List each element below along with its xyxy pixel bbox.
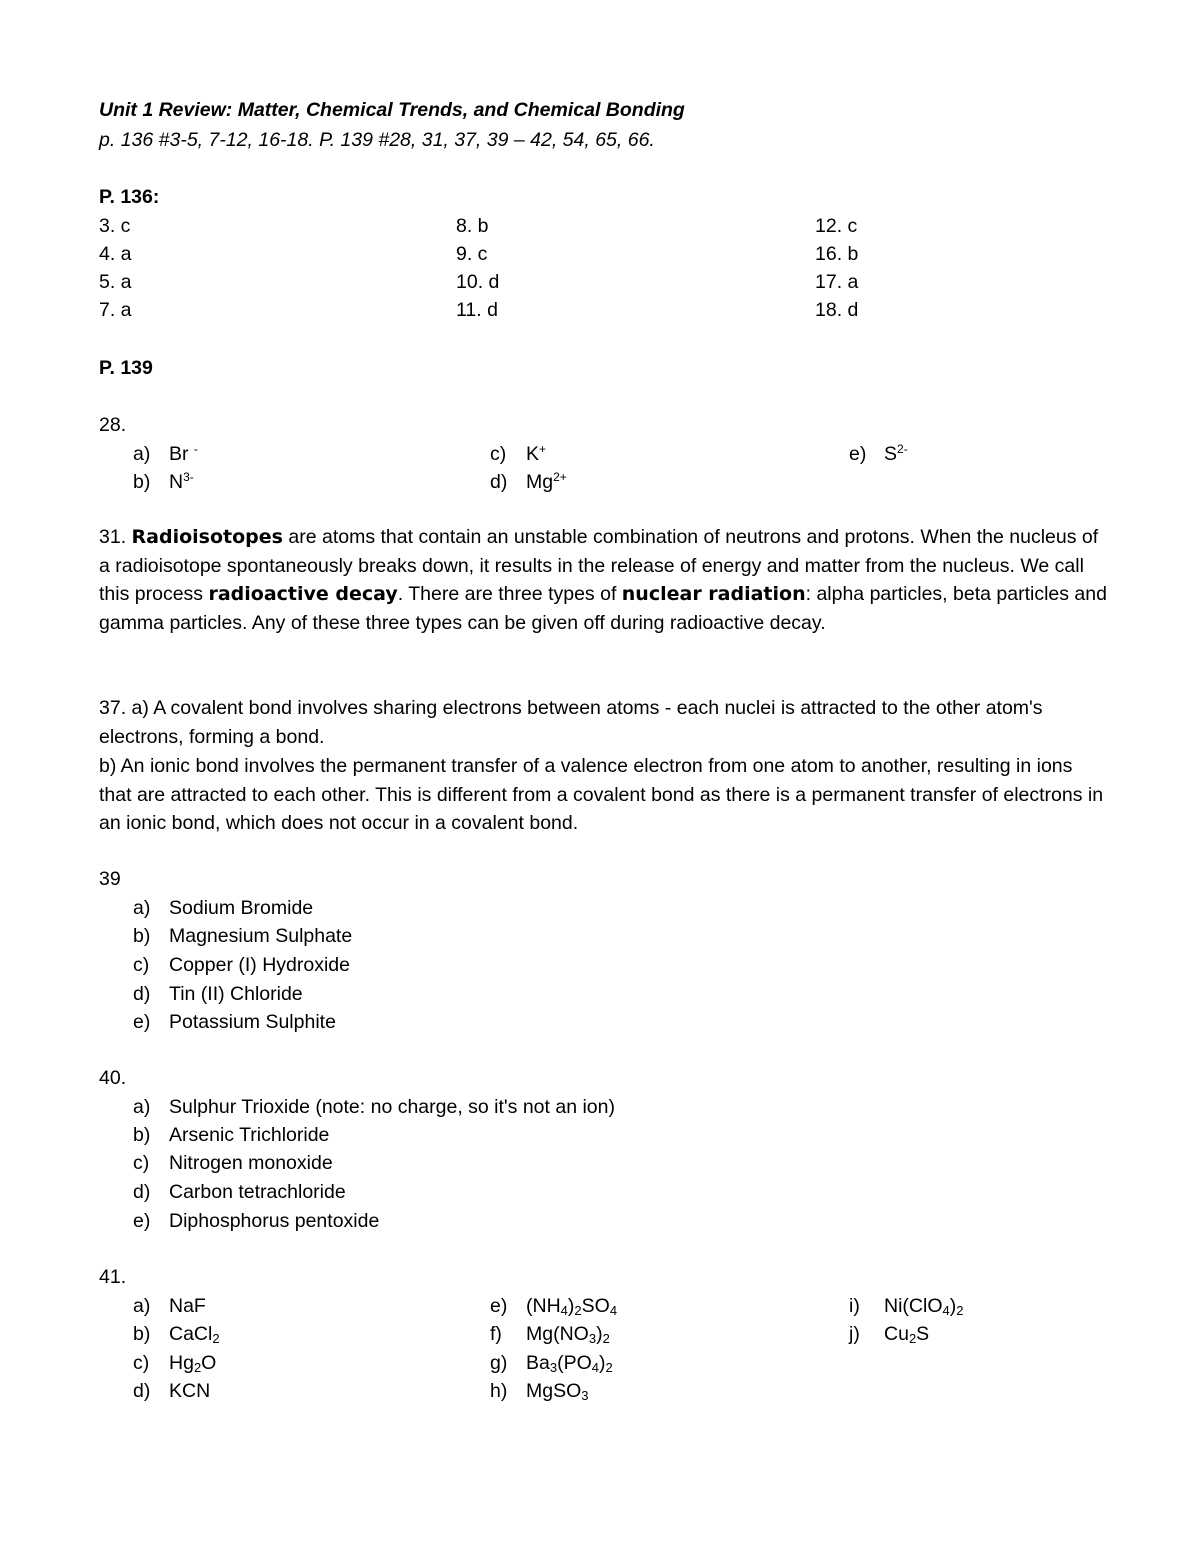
assigned-questions: p. 136 #3-5, 7-12, 16-18. P. 139 #28, 31, 37, 39 – 42, 54, 65, 66. (99, 129, 655, 151)
list-label: e) (133, 1210, 151, 1232)
formula: MgSO$_3$ (526, 1380, 589, 1403)
answer-37a: 37. a) A covalent bond involves sharing electrons between atoms - each nuclei is attracted to the other atom's electrons, forming a bond. (99, 697, 1043, 748)
list-label: e) (133, 1011, 151, 1033)
answer-item: 9. c (456, 243, 488, 265)
ion-formula: K+ (526, 442, 547, 465)
list-label: a) (133, 1096, 151, 1118)
ion-formula: $N^{3-}$ (169, 470, 194, 493)
p139-heading: P. 139 (99, 357, 153, 379)
answer-item: 18. d (815, 299, 859, 321)
list-label: b) (133, 1323, 151, 1345)
answer-item: 8. b (456, 215, 489, 237)
list-label: b) (133, 471, 151, 493)
answer-item: 10. d (456, 271, 500, 293)
answer-item: 5. a (99, 271, 132, 293)
list-label: i) (849, 1295, 860, 1317)
list-label: b) (133, 1124, 151, 1146)
answer-item: 12. c (815, 215, 858, 237)
list-label: c) (133, 1152, 150, 1174)
p136-heading: P. 136: (99, 186, 160, 208)
answer-37b: b) An ionic bond involves the permanent transfer of a valence electron from one atom to another, resulting in ions that are attracted to each other. This is different from a covalent bond as there is a permanent transfer of electrons in an ionic bond, which does not occur in a covalent bond. (99, 755, 1104, 835)
list-item: Sulphur Trioxide (note: no charge, so it's not an ion) (169, 1096, 615, 1118)
answer-item: 3. c (99, 215, 131, 237)
list-item: Sodium Bromide (169, 897, 314, 919)
answer-item: 16. b (815, 243, 859, 265)
formula: $(NH_4)_2SO_4$ (526, 1295, 618, 1318)
formula: $Cu_2S$ (884, 1323, 930, 1346)
ion-formula: $Mg^{2+}$ (526, 470, 567, 493)
list-label: j) (849, 1323, 860, 1345)
list-label: a) (133, 1295, 151, 1317)
list-label: c) (133, 1352, 150, 1374)
list-label: c) (133, 954, 150, 976)
ion-formula: Br - (169, 442, 198, 465)
list-label: d) (133, 983, 151, 1005)
formula: $Hg_2O$ (169, 1352, 217, 1375)
list-label: g) (490, 1352, 508, 1374)
list-item: Nitrogen monoxide (169, 1152, 333, 1174)
list-label: d) (490, 471, 508, 493)
list-item: Diphosphorus pentoxide (169, 1210, 380, 1232)
question-number-40: 40. (99, 1067, 127, 1089)
list-label: b) (133, 925, 151, 947)
list-item: Potassium Sulphite (169, 1011, 336, 1033)
answer-item: 17. a (815, 271, 859, 293)
formula: CaCl$_2$ (169, 1323, 220, 1346)
list-label: a) (133, 897, 151, 919)
list-label: c) (490, 443, 507, 465)
list-item: Tin (II) Chloride (169, 983, 303, 1005)
answer-item: 4. a (99, 243, 132, 265)
formula: NaF (169, 1295, 206, 1317)
list-item: Carbon tetrachloride (169, 1181, 346, 1203)
list-label: h) (490, 1380, 508, 1402)
list-label: e) (490, 1295, 508, 1317)
list-label: d) (133, 1181, 151, 1203)
list-item: Arsenic Trichloride (169, 1124, 330, 1146)
formula: $Mg(NO_3)_2$ (526, 1323, 610, 1346)
answer-31: 31. Radioisotopes are atoms that contain an unstable combination of neutrons and protons. When the nucleus of a radioisotope spontaneously breaks down, it results in the release of energy and matter from the nucleus. We call this process radioactive decay. There are three types of nuclear radiation: alpha particles, beta particles and gamma particles. Any of these three types can be given off during radioactive decay. (99, 526, 1107, 634)
question-number-39: 39 (99, 868, 121, 890)
page-title: Unit 1 Review: Matter, Chemical Trends, and Chemical Bonding (99, 99, 685, 121)
list-label: f) (490, 1323, 502, 1345)
formula: $Ba_3(PO_4)_2$ (526, 1352, 613, 1375)
answer-item: 11. d (456, 299, 498, 321)
formula: $Ni(ClO_4)_2$ (884, 1295, 964, 1318)
list-item: Copper (I) Hydroxide (169, 954, 350, 976)
question-number-28: 28. (99, 414, 127, 436)
list-item: Magnesium Sulphate (169, 925, 353, 947)
list-label: a) (133, 443, 151, 465)
list-label: e) (849, 443, 867, 465)
ion-formula: $S^{2-}$ (884, 442, 908, 465)
question-number-41: 41. (99, 1266, 127, 1288)
answer-item: 7. a (99, 299, 132, 321)
formula: KCN (169, 1380, 211, 1402)
list-label: d) (133, 1380, 151, 1402)
